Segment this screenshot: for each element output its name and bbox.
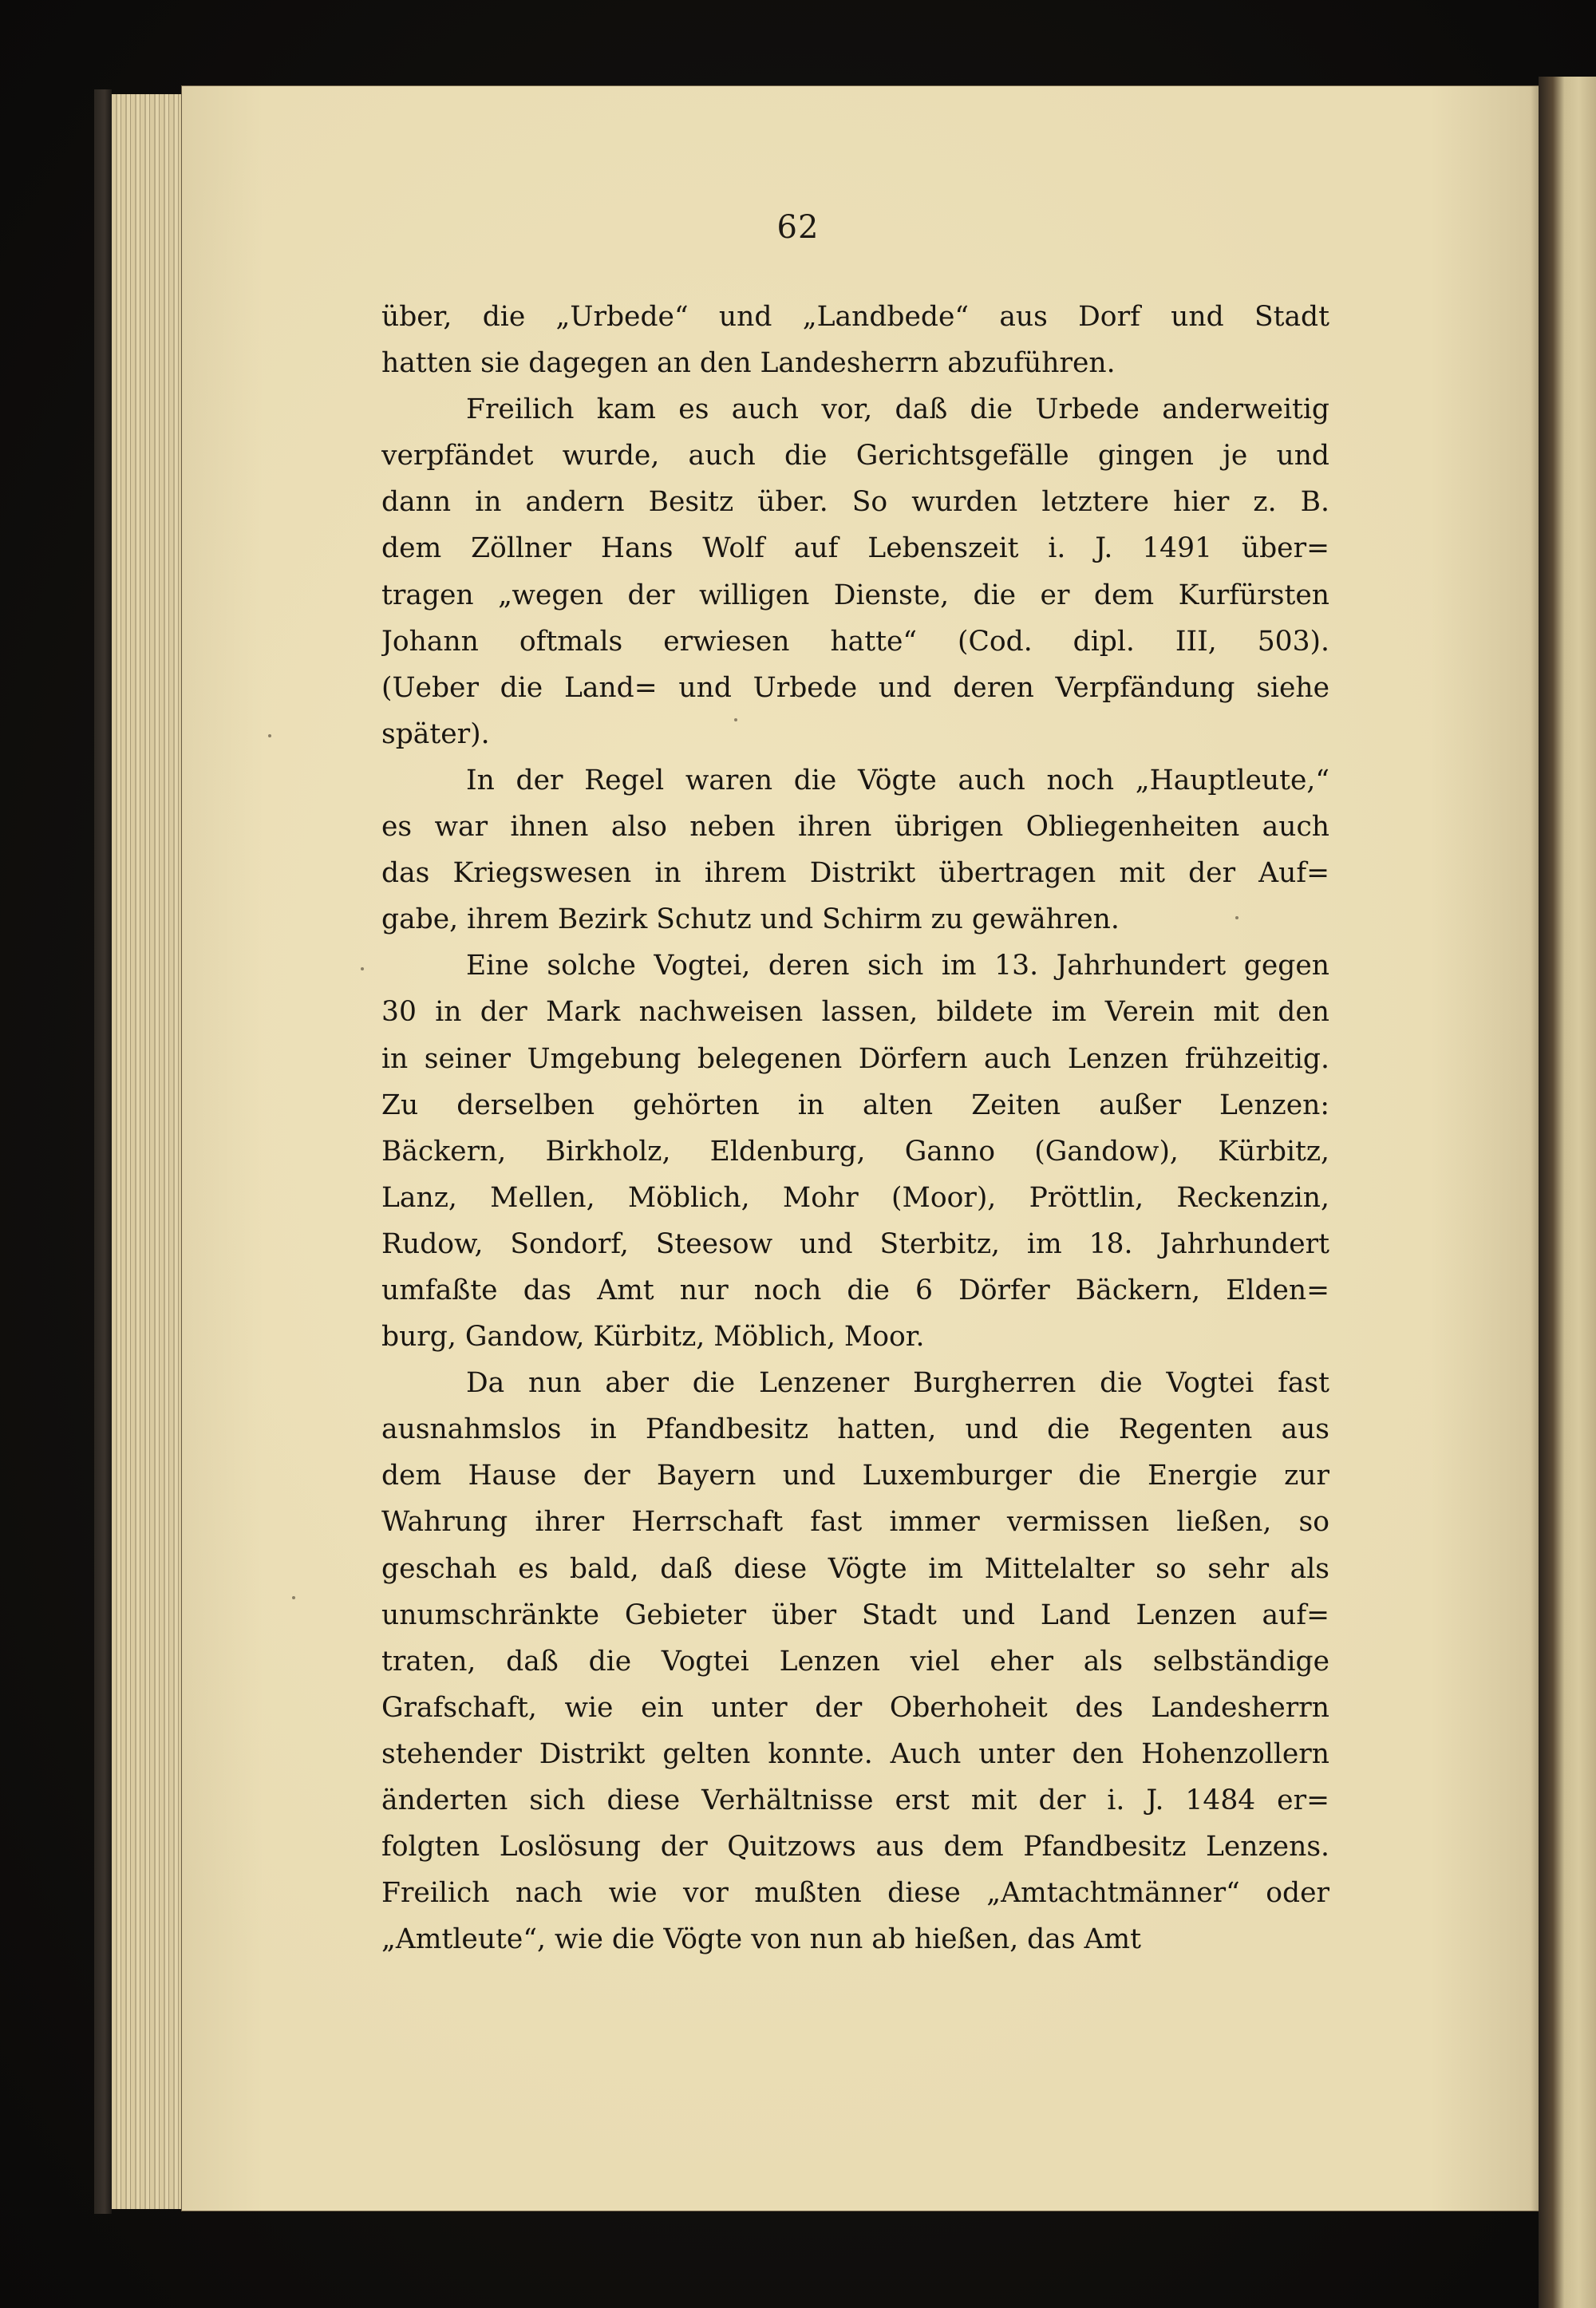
text-line: gabe, ihrem Bezirk Schutz und Schirm zu gewähren. xyxy=(381,903,1120,936)
paper-speck xyxy=(1235,916,1238,919)
text-line: unumschränkte Gebieter über Stadt und Land Lenzen auf= xyxy=(381,1599,1329,1631)
text-line: dem Hause der Bayern und Luxemburger die Energie zur xyxy=(381,1460,1329,1492)
text-line: das Kriegswesen in ihrem Distrikt übertragen mit der Auf= xyxy=(381,857,1329,890)
text-line: Grafschaft, wie ein unter der Oberhoheit des Landesherrn xyxy=(381,1691,1329,1724)
text-line: Rudow, Sondorf, Steesow und Sterbitz, im 18. Jahrhundert xyxy=(381,1227,1329,1260)
text-line: Freilich nach wie vor mußten diese „Amtachtmänner“ oder xyxy=(381,1877,1329,1910)
text-line: (Ueber die Land= und Urbede und deren Verpfändung siehe xyxy=(381,671,1329,704)
text-line: Wahrung ihrer Herrschaft fast immer vermissen ließen, so xyxy=(381,1506,1329,1539)
paper-speck xyxy=(268,734,271,737)
text-line: Da nun aber die Lenzener Burgherren die Vogtei fast xyxy=(466,1367,1329,1400)
text-line: Freilich kam es auch vor, daß die Urbede anderweitig xyxy=(466,393,1329,426)
text-line: Lanz, Mellen, Möblich, Mohr (Moor), Pröttlin, Reckenzin, xyxy=(381,1181,1329,1214)
text-line: In der Regel waren die Vögte auch noch „Hauptleute,“ xyxy=(466,764,1329,796)
paragraph xyxy=(381,386,1329,757)
text-line: tragen „wegen der willigen Dienste, die er dem Kurfürsten xyxy=(381,579,1329,611)
paper-speck xyxy=(734,718,737,721)
text-line: es war ihnen also neben ihren übrigen Obliegenheiten auch xyxy=(381,811,1329,844)
text-line: folgten Loslösung der Quitzows aus dem Pfandbesitz Lenzens. xyxy=(381,1831,1329,1863)
paper-speck xyxy=(361,967,364,970)
text-line: „Amtleute“, wie die Vögte von nun ab hießen, das Amt xyxy=(381,1923,1141,1956)
body-text xyxy=(381,294,1329,1962)
text-line: traten, daß die Vogtei Lenzen viel eher als selbständige xyxy=(381,1645,1329,1678)
book-cover-edge xyxy=(94,89,112,2214)
text-line: in seiner Umgebung belegenen Dörfern auch Lenzen frühzeitig. xyxy=(381,1042,1329,1075)
text-line: umfaßte das Amt nur noch die 6 Dörfer Bäckern, Elden= xyxy=(381,1274,1329,1306)
text-line: später). xyxy=(381,717,490,750)
paper-speck xyxy=(292,1596,295,1599)
text-line: dann in andern Besitz über. So wurden letztere hier z. B. xyxy=(381,486,1329,519)
text-line: geschah es bald, daß diese Vögte im Mittelalter so sehr als xyxy=(381,1552,1329,1585)
text-line: über, die „Urbede“ und „Landbede“ aus Dorf und Stadt xyxy=(381,301,1329,333)
paragraph xyxy=(381,294,1329,386)
page-edges xyxy=(112,94,188,2209)
text-line: dem Zöllner Hans Wolf auf Lebenszeit i. J. 1491 über= xyxy=(381,532,1329,565)
text-line: Bäckern, Birkholz, Eldenburg, Ganno (Gandow), Kürbitz, xyxy=(381,1135,1329,1168)
text-line: burg, Gandow, Kürbitz, Möblich, Moor. xyxy=(381,1321,925,1354)
paragraph xyxy=(381,943,1329,1360)
text-line: hatten sie dagegen an den Landesherrn abzuführen. xyxy=(381,347,1116,380)
book-spine xyxy=(1539,77,1596,2308)
text-line: änderten sich diese Verhältnisse erst mit der i. J. 1484 er= xyxy=(381,1784,1329,1816)
text-line: Zu derselben gehörten in alten Zeiten außer Lenzen: xyxy=(381,1089,1329,1121)
page-number: 62 xyxy=(776,209,820,246)
text-line: Johann oftmals erwiesen hatte“ (Cod. dipl. III, 503). xyxy=(381,625,1329,658)
paragraph xyxy=(381,1360,1329,1962)
text-line: 30 in der Mark nachweisen lassen, bildete im Verein mit den xyxy=(381,996,1329,1029)
text-line: verpfändet wurde, auch die Gerichtsgefälle gingen je und xyxy=(381,440,1329,472)
text-line: ausnahmslos in Pfandbesitz hatten, und die Regenten aus xyxy=(381,1413,1329,1446)
text-line: Eine solche Vogtei, deren sich im 13. Jahrhundert gegen xyxy=(466,950,1329,982)
paragraph xyxy=(381,757,1329,943)
text-line: stehender Distrikt gelten konnte. Auch unter den Hohenzollern xyxy=(381,1737,1329,1770)
